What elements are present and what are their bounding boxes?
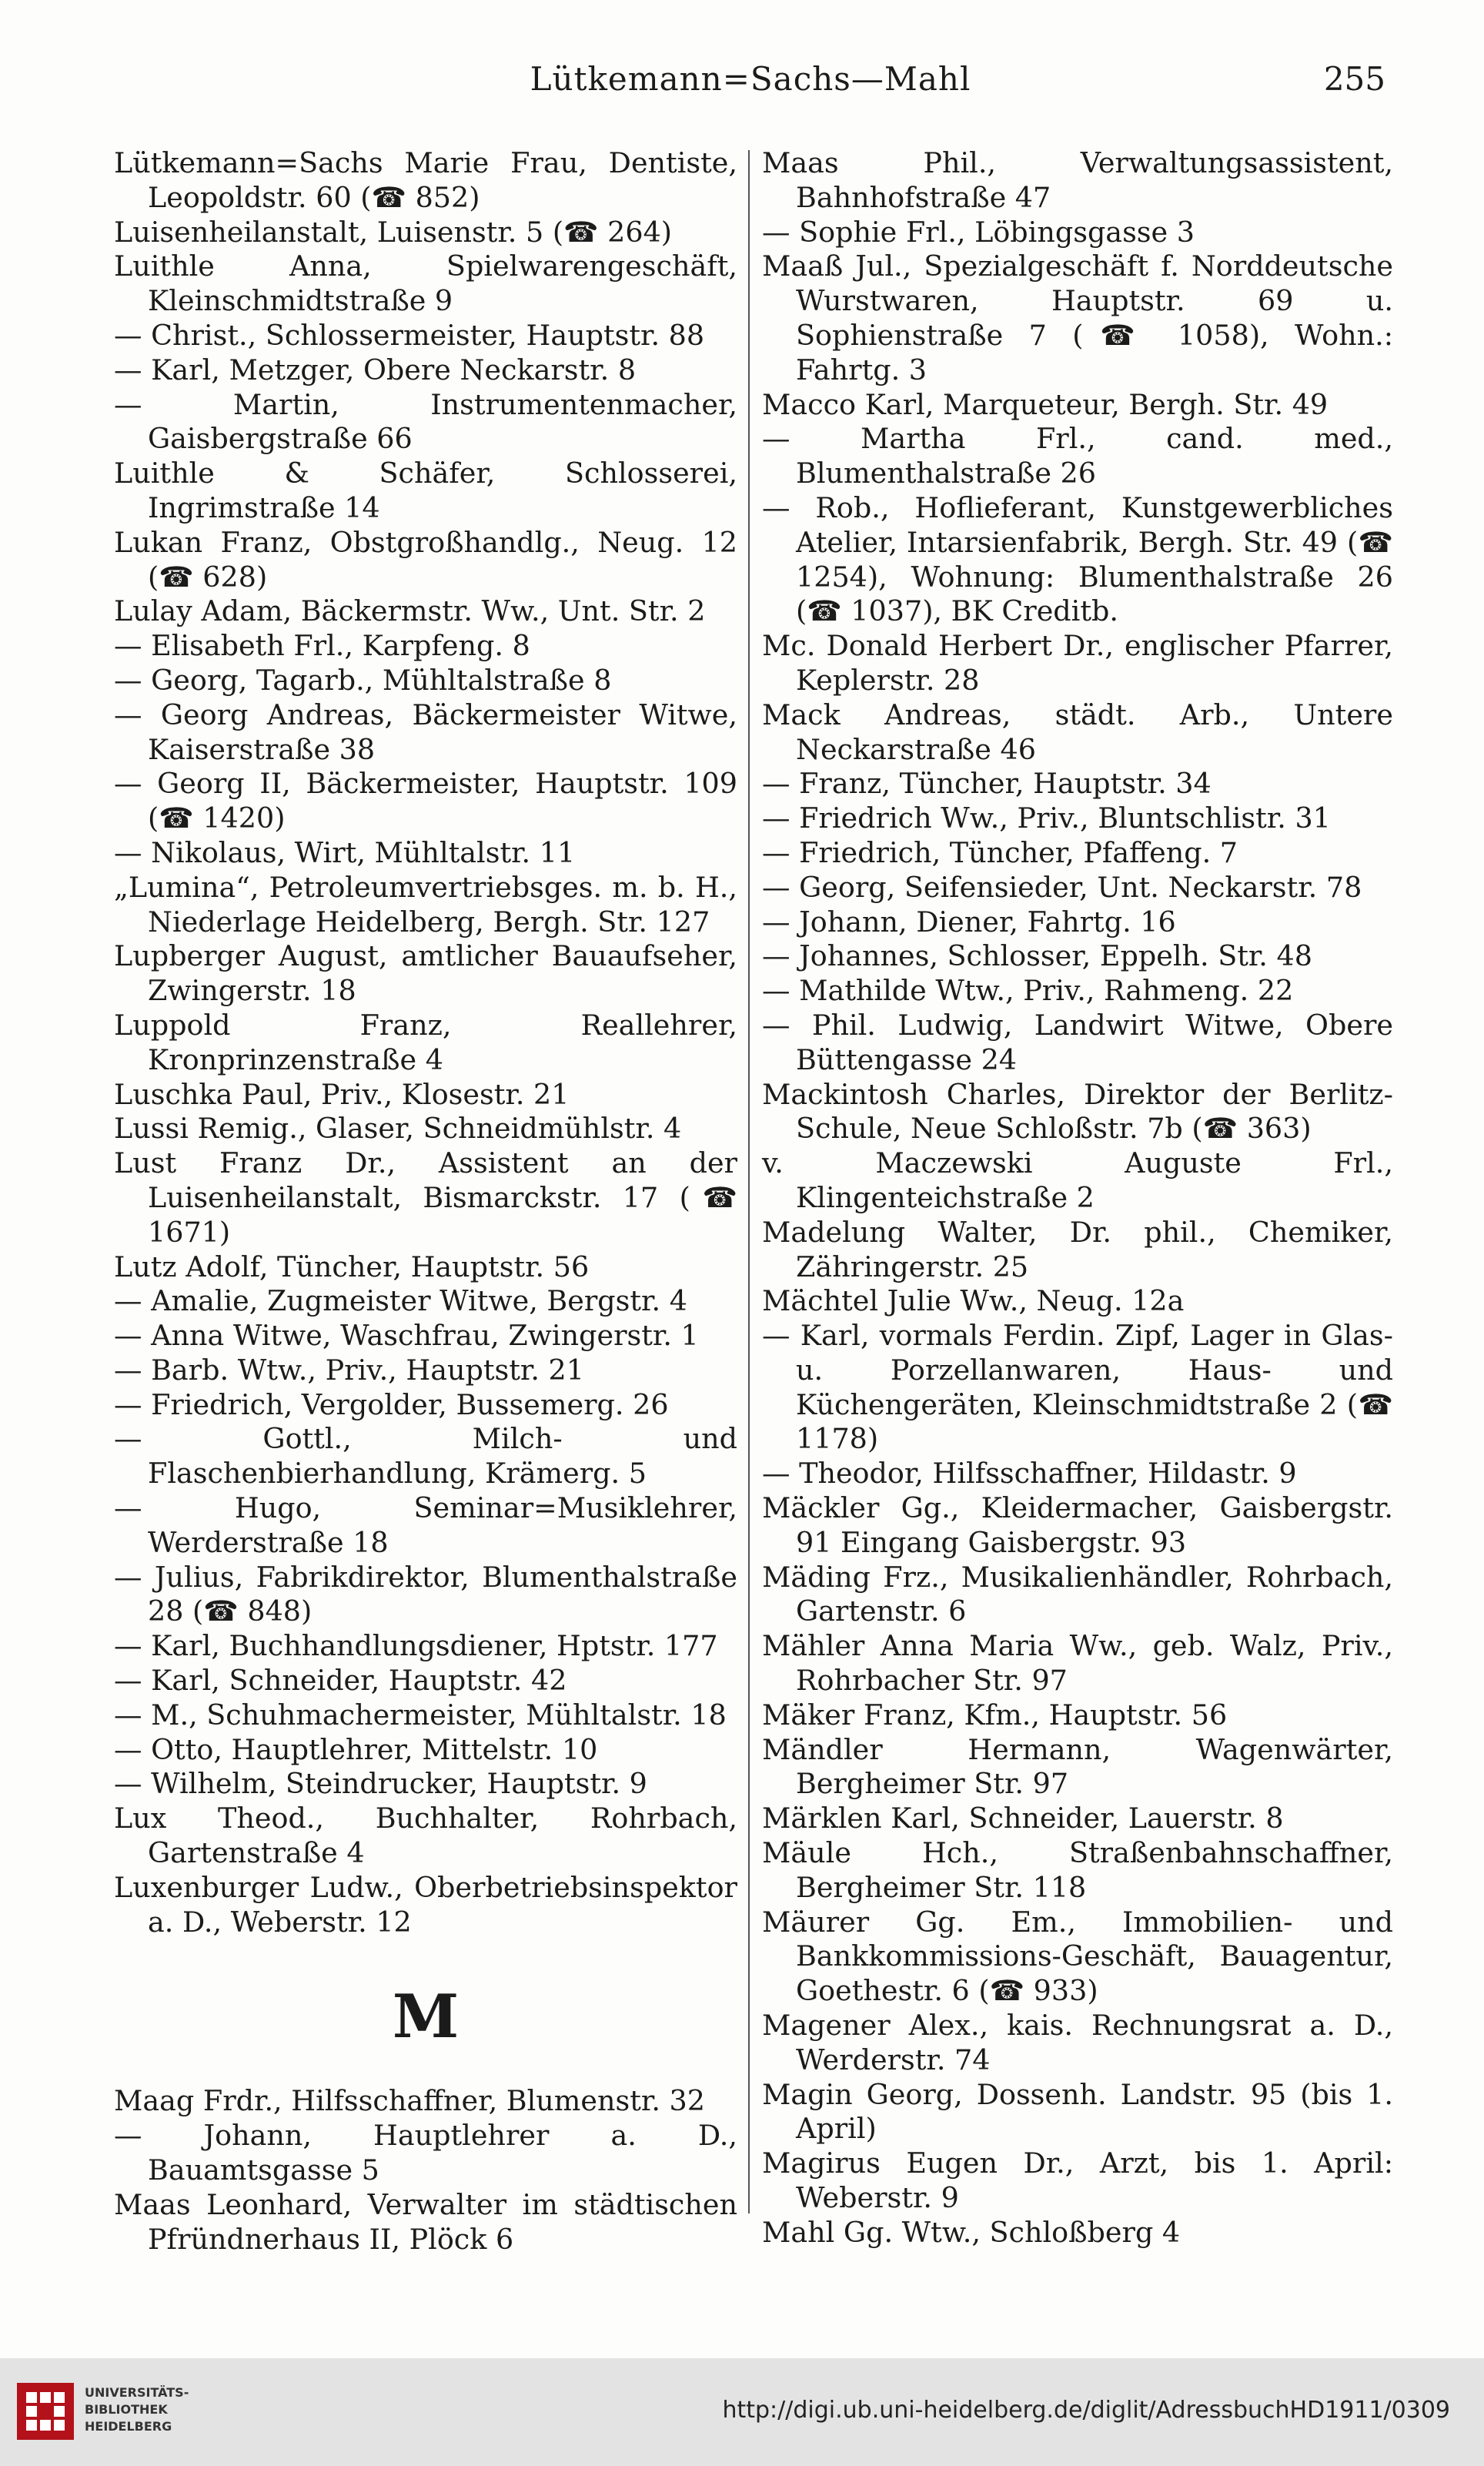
directory-entry: Luithle & Schäfer, Schlosserei, Ingrimstraße 14 <box>114 457 737 524</box>
directory-entry: Mäding Frz., Musikalienhändler, Rohrbach, Gartenstr. 6 <box>762 1560 1393 1628</box>
footer-bar <box>0 2358 1484 2466</box>
directory-entry: Maag Frdr., Hilfsschaffner, Blumenstr. 32 <box>114 2084 705 2118</box>
directory-entry: Macco Karl, Marqueteur, Bergh. Str. 49 <box>762 387 1329 421</box>
running-head: Lütkemann=Sachs—Mahl <box>530 60 971 98</box>
directory-entry: — Christ., Schlossermeister, Hauptstr. 88 <box>114 318 705 352</box>
directory-entry: — Georg, Tagarb., Mühltalstraße 8 <box>114 663 612 697</box>
directory-entry: — Gottl., Milch- und Flaschenbierhandlung, Krämerg. 5 <box>114 1422 737 1491</box>
directory-entry: Mc. Donald Herbert Dr., englischer Pfarrer, Keplerstr. 28 <box>762 629 1393 697</box>
directory-entry: Mändler Hermann, Wagenwärter, Bergheimer Str. 97 <box>762 1732 1393 1801</box>
directory-entry: — Elisabeth Frl., Karpfeng. 8 <box>114 629 530 663</box>
directory-entry: — Rob., Hoflieferant, Kunstgewerbliches Atelier, Intarsienfabrik, Bergh. Str. 49 (☎ 1254), Wohnung: Blumenthalstraße 26 (☎ 1037), BK Creditb. <box>762 490 1393 628</box>
section-letter: M <box>392 1982 460 2053</box>
directory-entry: Mäckler Gg., Kleidermacher, Gaisbergstr. 91 Eingang Gaisbergstr. 93 <box>762 1491 1393 1559</box>
directory-entry: — Martha Frl., cand. med., Blumenthalstraße 26 <box>762 422 1393 490</box>
directory-entry: Lukan Franz, Obstgroßhandlg., Neug. 12 (☎ 628) <box>114 525 737 594</box>
directory-entry: Lulay Adam, Bäckermstr. Ww., Unt. Str. 2 <box>114 594 706 628</box>
directory-entry: — Johann, Diener, Fahrtg. 16 <box>762 905 1176 939</box>
directory-entry: Lutz Adolf, Tüncher, Hauptstr. 56 <box>114 1250 590 1283</box>
library-logo-mark-icon <box>15 2381 75 2441</box>
directory-entry: — Nikolaus, Wirt, Mühltalstr. 11 <box>114 835 576 869</box>
directory-entry: Lust Franz Dr., Assistent an der Luisenheilanstalt, Bismarckstr. 17 (☎ 1671) <box>114 1146 737 1249</box>
directory-entry: — Mathilde Wtw., Priv., Rahmeng. 22 <box>762 974 1294 1008</box>
directory-entry: Luxenburger Ludw., Oberbetriebsinspektor a. D., Weberstr. 12 <box>114 1870 737 1939</box>
directory-entry: Lux Theod., Buchhalter, Rohrbach, Gartenstraße 4 <box>114 1802 737 1870</box>
directory-entry: — Phil. Ludwig, Landwirt Witwe, Obere Büttengasse 24 <box>762 1008 1393 1076</box>
directory-entry: Maas Leonhard, Verwalter im städtischen Pfründnerhaus II, Plöck 6 <box>114 2187 737 2256</box>
directory-entry: — Wilhelm, Steindrucker, Hauptstr. 9 <box>114 1767 647 1801</box>
directory-entry: Maaß Jul., Spezialgeschäft f. Norddeutsche Wurstwaren, Hauptstr. 69 u. Sophienstraße 7 (☎ 1058), Wohn.: Fahrtg. 3 <box>762 249 1393 386</box>
directory-entry: — Karl, vormals Ferdin. Zipf, Lager in Glas- u. Porzellanwaren, Haus- und Küchengeräten, Kleinschmidtstraße 2 (☎ 1178) <box>762 1319 1393 1456</box>
directory-entry: Lupberger August, amtlicher Bauaufseher, Zwingerstr. 18 <box>114 939 737 1008</box>
directory-entry: — Franz, Tüncher, Hauptstr. 34 <box>762 767 1212 801</box>
directory-entry: — Friedrich, Tüncher, Pfaffeng. 7 <box>762 835 1238 869</box>
directory-entry: — Theodor, Hilfsschaffner, Hildastr. 9 <box>762 1457 1297 1491</box>
directory-entry: — Sophie Frl., Löbingsgasse 3 <box>762 215 1195 249</box>
directory-entry: Luppold Franz, Reallehrer, Kronprinzenstraße 4 <box>114 1008 737 1076</box>
directory-entry: Magin Georg, Dossenh. Landstr. 95 (bis 1. April) <box>762 2077 1393 2146</box>
directory-entry: Mäurer Gg. Em., Immobilien- und Bankkommissions-Geschäft, Bauagentur, Goethestr. 6 (☎ 933) <box>762 1905 1393 2008</box>
directory-entry: — Hugo, Seminar=Musiklehrer, Werderstraße 18 <box>114 1491 737 1559</box>
directory-entry: — Georg II, Bäckermeister, Hauptstr. 109 (☎ 1420) <box>114 767 737 835</box>
library-logo-text <box>85 2384 189 2435</box>
right-entries <box>762 146 1393 2250</box>
directory-entry: Luisenheilanstalt, Luisenstr. 5 (☎ 264) <box>114 215 673 249</box>
directory-entry: — Friedrich Ww., Priv., Bluntschlistr. 31 <box>762 801 1331 835</box>
page-number: 255 <box>1323 60 1385 98</box>
directory-entry: — Martin, Instrumentenmacher, Gaisbergstraße 66 <box>114 387 737 456</box>
directory-entry: Luschka Paul, Priv., Klosestr. 21 <box>114 1077 570 1111</box>
left-column <box>114 146 737 2257</box>
directory-entry: — Friedrich, Vergolder, Bussemerg. 26 <box>114 1387 669 1421</box>
directory-entry: — Karl, Buchhandlungsdiener, Hptstr. 177 <box>114 1629 718 1663</box>
directory-entry: — Georg, Seifensieder, Unt. Neckarstr. 78 <box>762 870 1362 904</box>
right-column <box>762 146 1393 2250</box>
directory-entry: — Julius, Fabrikdirektor, Blumenthalstraße 28 (☎ 848) <box>114 1560 737 1628</box>
directory-entry: — M., Schuhmachermeister, Mühltalstr. 18 <box>114 1698 727 1732</box>
directory-entry: — Anna Witwe, Waschfrau, Zwingerstr. 1 <box>114 1319 699 1353</box>
directory-entry: v. Maczewski Auguste Frl., Klingenteichstraße 2 <box>762 1146 1393 1214</box>
directory-entry: Madelung Walter, Dr. phil., Chemiker, Zähringerstr. 25 <box>762 1215 1393 1283</box>
directory-entry: Mackintosh Charles, Direktor der Berlitz-Schule, Neue Schloßstr. 7b (☎ 363) <box>762 1077 1393 1146</box>
directory-entry: Märklen Karl, Schneider, Lauerstr. 8 <box>762 1802 1284 1835</box>
directory-entry: Mahl Gg. Wtw., Schloßberg 4 <box>762 2215 1181 2249</box>
directory-entry: Lussi Remig., Glaser, Schneidmühlstr. 4 <box>114 1112 682 1146</box>
column-divider <box>748 150 750 2213</box>
directory-entry: — Barb. Wtw., Priv., Hauptstr. 21 <box>114 1353 585 1387</box>
directory-entry: Luithle Anna, Spielwarengeschäft, Kleinschmidtstraße 9 <box>114 249 737 318</box>
directory-entry: „Lumina“, Petroleumvertriebsges. m. b. H., Niederlage Heidelberg, Bergh. Str. 127 <box>114 870 737 939</box>
directory-entry: Mächtel Julie Ww., Neug. 12a <box>762 1284 1185 1318</box>
directory-entry: Mack Andreas, städt. Arb., Untere Neckarstraße 46 <box>762 698 1393 766</box>
directory-entry: — Amalie, Zugmeister Witwe, Bergstr. 4 <box>114 1284 687 1318</box>
directory-entry: Magener Alex., kais. Rechnungsrat a. D., Werderstr. 74 <box>762 2009 1393 2076</box>
source-url-link[interactable]: http://digi.ub.uni-heidelberg.de/diglit/AdressbuchHD1911/0309 <box>722 2397 1450 2424</box>
directory-entry: — Johannes, Schlosser, Eppelh. Str. 48 <box>762 939 1312 973</box>
directory-entry: Mäker Franz, Kfm., Hauptstr. 56 <box>762 1698 1228 1732</box>
logo-line: HEIDELBERG <box>85 2419 172 2434</box>
left-entries <box>114 146 737 1939</box>
directory-entry: — Georg Andreas, Bäckermeister Witwe, Kaiserstraße 38 <box>114 698 737 766</box>
directory-entry: Mäule Hch., Straßenbahnschaffner, Bergheimer Str. 118 <box>762 1836 1393 1904</box>
library-logo[interactable] <box>15 2381 208 2447</box>
page-header <box>115 60 1385 114</box>
directory-entry: — Otto, Hauptlehrer, Mittelstr. 10 <box>114 1732 598 1766</box>
directory-entry: Maas Phil., Verwaltungsassistent, Bahnhofstraße 47 <box>762 146 1393 214</box>
directory-entry: — Karl, Metzger, Obere Neckarstr. 8 <box>114 353 637 386</box>
directory-entry: — Johann, Hauptlehrer a. D., Bauamtsgasse 5 <box>114 2119 737 2187</box>
directory-entry: Lütkemann=Sachs Marie Frau, Dentiste, Leopoldstr. 60 (☎ 852) <box>114 146 737 214</box>
directory-entry: — Karl, Schneider, Hauptstr. 42 <box>114 1664 567 1698</box>
directory-entry: Mähler Anna Maria Ww., geb. Walz, Priv., Rohrbacher Str. 97 <box>762 1629 1393 1698</box>
directory-entry: Magirus Eugen Dr., Arzt, bis 1. April: Weberstr. 9 <box>762 2146 1393 2215</box>
left-entries-after <box>114 2084 737 2257</box>
logo-line: BIBLIOTHEK <box>85 2402 168 2417</box>
logo-line: UNIVERSITÄTS- <box>85 2385 189 2400</box>
